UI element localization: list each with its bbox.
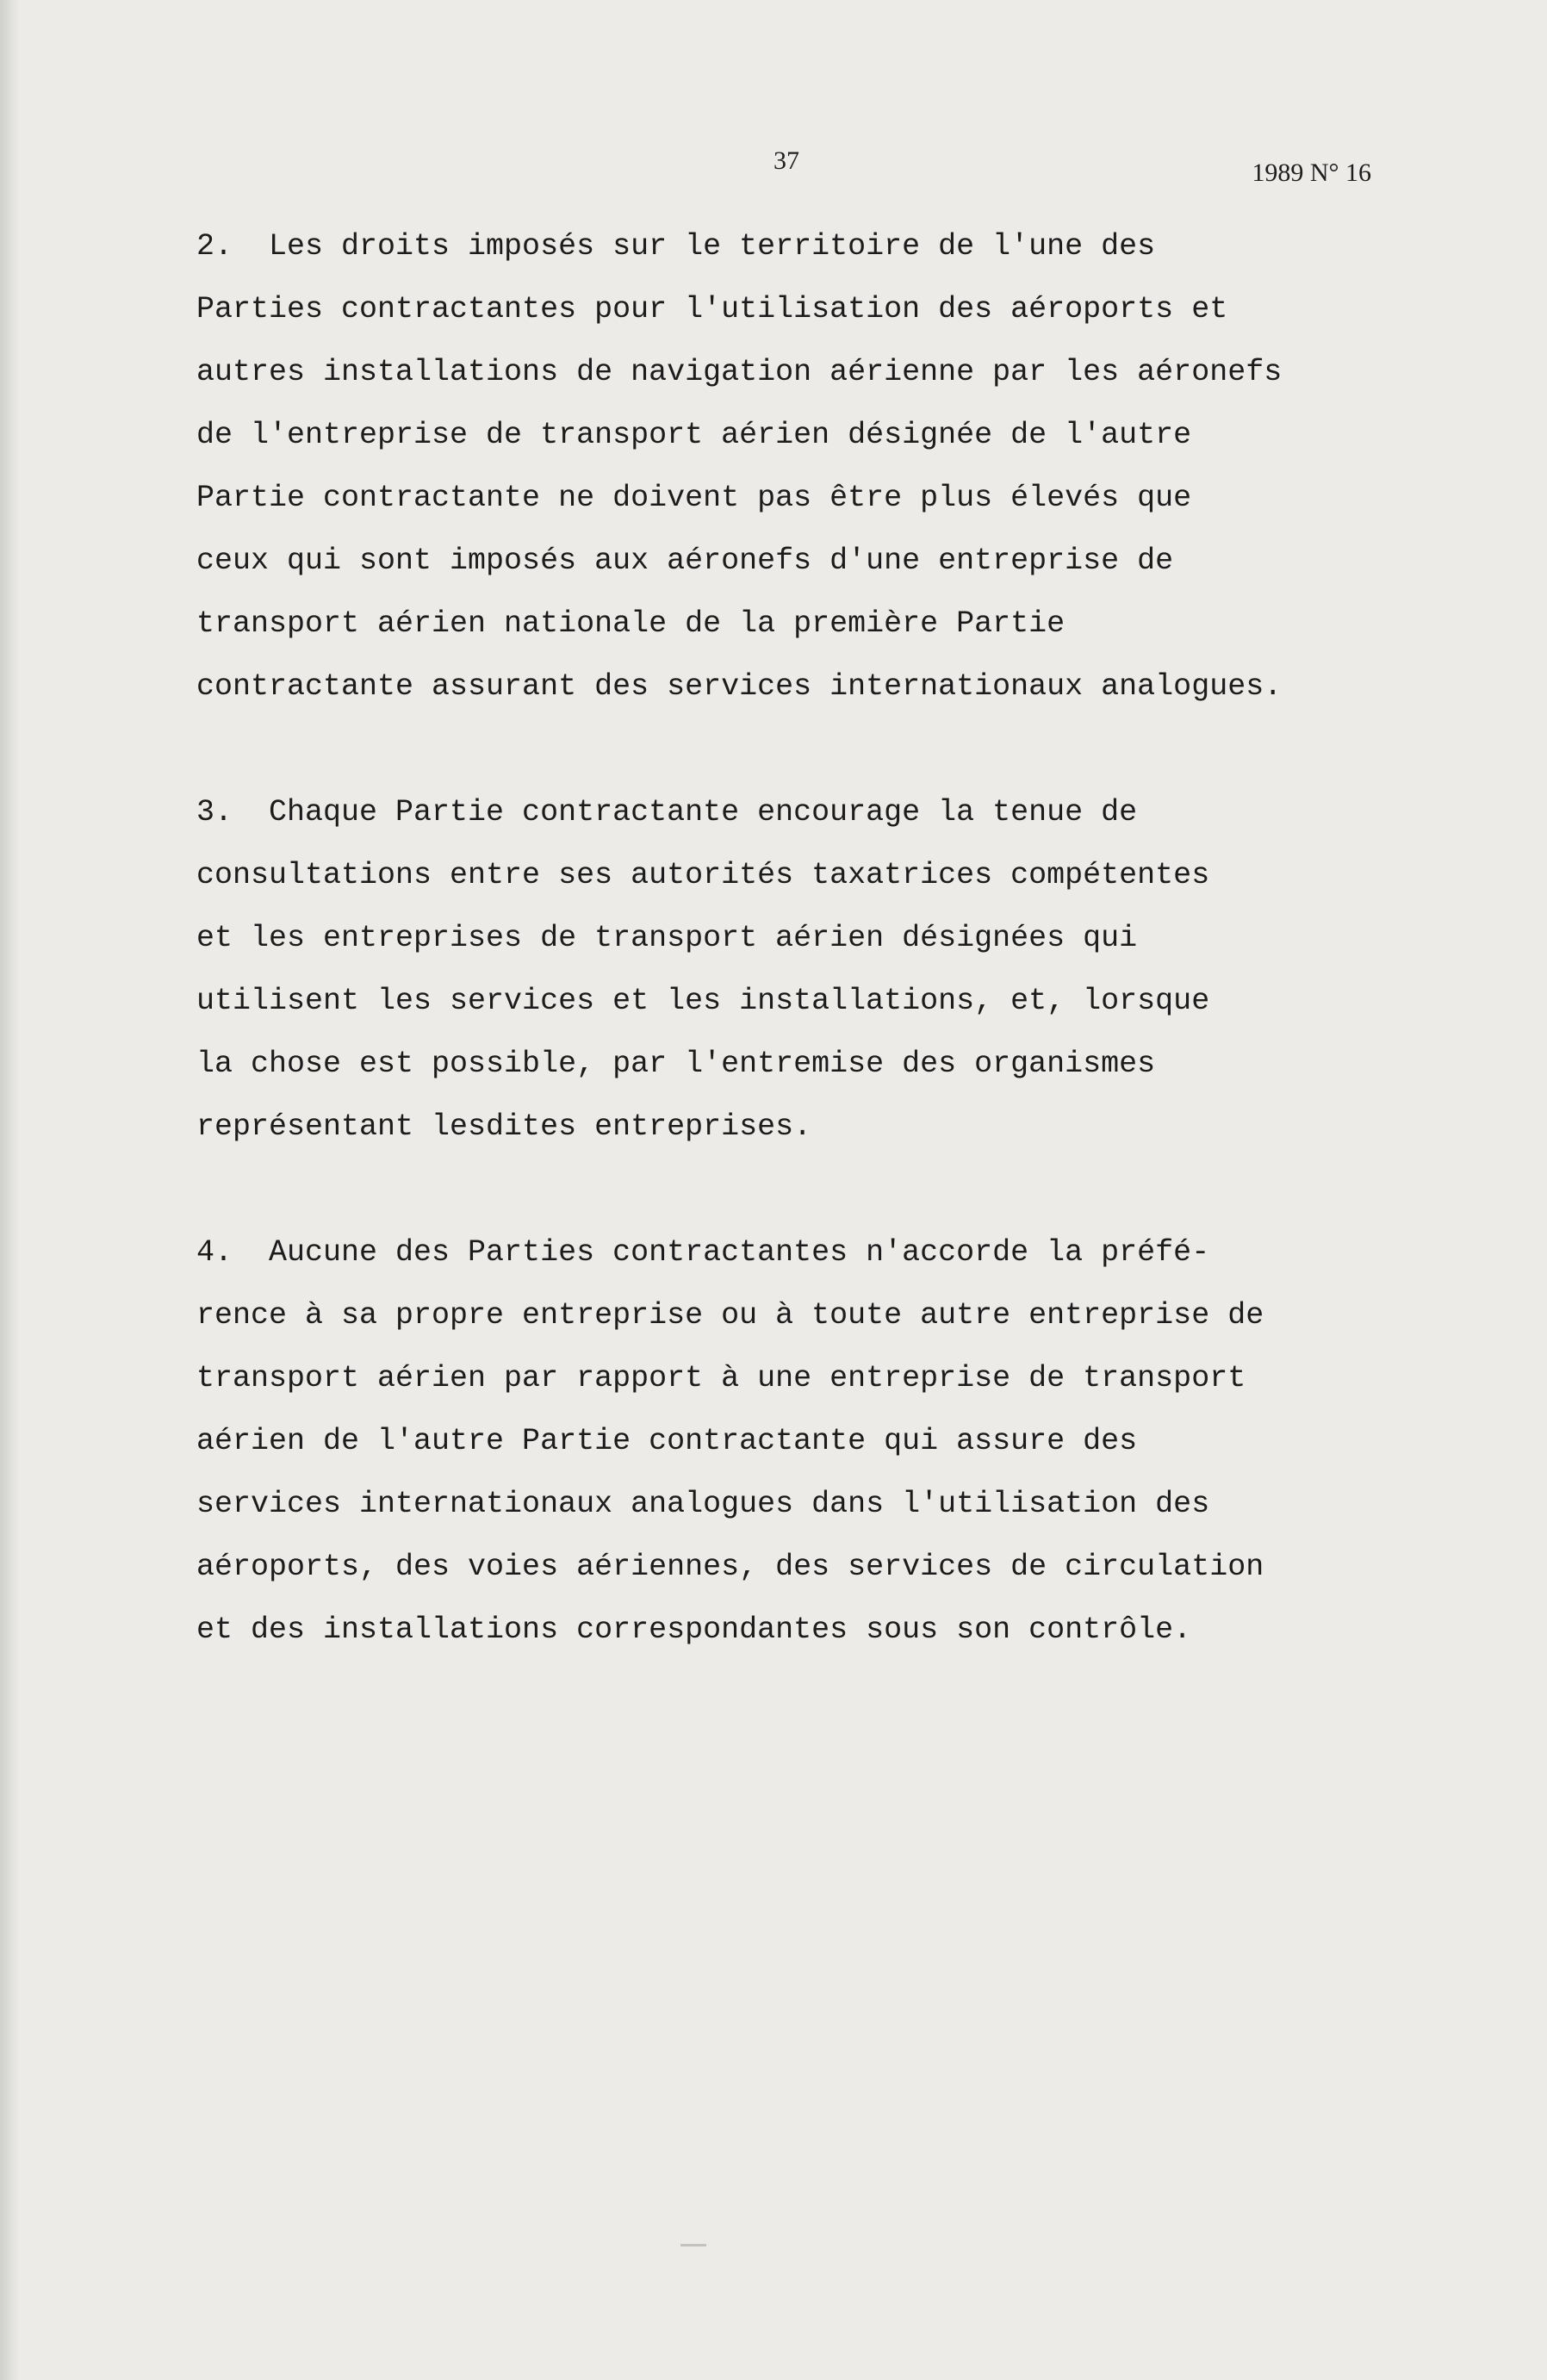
text-line: Parties contractantes pour l'utilisation des aéroports et [196, 292, 1228, 326]
text-line: aérien de l'autre Partie contractante qui assure des [196, 1424, 1138, 1458]
text-line: de l'entreprise de transport aérien désignée de l'autre [196, 418, 1192, 452]
text-line: Partie contractante ne doivent pas être plus élevés que [196, 481, 1192, 515]
text-line: transport aérien nationale de la première Partie [196, 606, 1066, 641]
document-body [196, 215, 1368, 1662]
text-line: autres installations de navigation aérienne par les aéronefs [196, 355, 1283, 389]
text-line: représentant lesdites entreprises. [196, 1109, 812, 1144]
paragraph-2 [196, 215, 1368, 718]
text-line: ceux qui sont imposés aux aéronefs d'une entreprise de [196, 544, 1174, 578]
scan-mark [680, 2244, 706, 2246]
text-line: 4. Aucune des Parties contractantes n'accorde la préfé- [196, 1235, 1210, 1270]
document-reference: 1989 N° 16 [1252, 158, 1371, 187]
text-line: rence à sa propre entreprise ou à toute autre entreprise de [196, 1298, 1264, 1333]
text-line: transport aérien par rapport à une entreprise de transport [196, 1361, 1246, 1395]
text-line: contractante assurant des services internationaux analogues. [196, 669, 1283, 704]
text-line: et des installations correspondantes sous son contrôle. [196, 1613, 1192, 1647]
paragraph-gap [196, 718, 1368, 781]
page-header [0, 146, 1547, 190]
paragraph-4 [196, 1221, 1368, 1662]
text-line: utilisent les services et les installations, et, lorsque [196, 984, 1210, 1018]
page-edge-shadow [0, 0, 19, 2380]
text-line: 3. Chaque Partie contractante encourage la tenue de [196, 795, 1138, 830]
text-line: 2. Les droits imposés sur le territoire de l'une des [196, 229, 1156, 264]
paragraph-gap [196, 1159, 1368, 1221]
page-number: 37 [774, 146, 799, 175]
text-line: consultations entre ses autorités taxatrices compétentes [196, 858, 1210, 892]
text-line: aéroports, des voies aériennes, des services de circulation [196, 1550, 1264, 1584]
text-line: la chose est possible, par l'entremise des organismes [196, 1047, 1156, 1081]
paragraph-3 [196, 781, 1368, 1159]
text-line: services internationaux analogues dans l'utilisation des [196, 1487, 1210, 1521]
text-line: et les entreprises de transport aérien désignées qui [196, 921, 1138, 955]
